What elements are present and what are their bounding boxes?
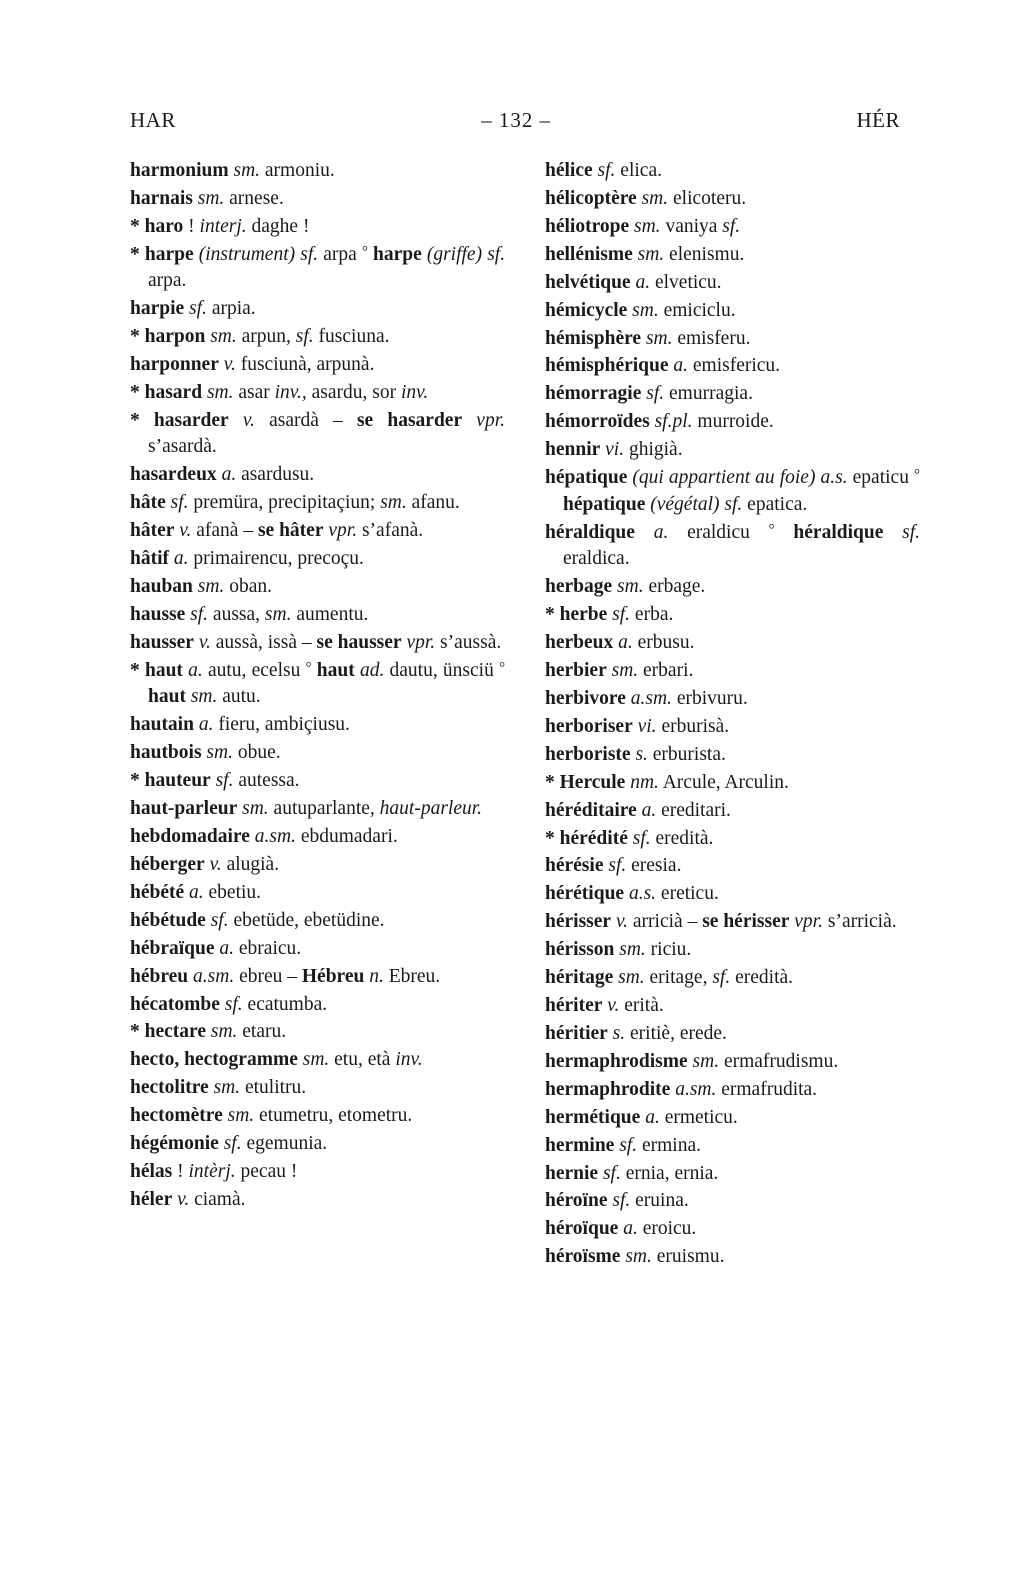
dictionary-entry: helvétique a. elveticu. — [545, 271, 722, 293]
dictionary-entry: * hasard sm. asar inv., asardu, sor inv. — [130, 382, 429, 404]
dictionary-entry: hémorroïdes sf.pl. murroide. — [545, 411, 774, 433]
dictionary-entry: * Hercule nm. Arcule, Arculin. — [545, 771, 789, 793]
dictionary-entry: hélicoptère sm. elicoteru. — [545, 187, 747, 209]
dictionary-entry: hélas ! intèrj. pecau ! — [130, 1161, 298, 1183]
dictionary-entry: hernie sf. ernia, ernia. — [545, 1162, 719, 1184]
running-head — [130, 108, 900, 133]
dictionary-entry: hellénisme sm. elenismu. — [545, 243, 745, 265]
dictionary-entry: hégémonie sf. egemunia. — [130, 1133, 328, 1155]
dictionary-entry: herbivore a.sm. erbivuru. — [545, 687, 748, 709]
dictionary-entry: hauban sm. oban. — [130, 576, 272, 598]
dictionary-entry: héréditaire a. ereditari. — [545, 799, 731, 821]
left-column — [130, 158, 505, 1272]
dictionary-entry: hebdomadaire a.sm. ebdumadari. — [130, 826, 398, 847]
dictionary-entry: hennir vi. ghigià. — [545, 439, 683, 461]
dictionary-entry: haut-parleur sm. autuparlante, haut-parleur. — [130, 798, 483, 820]
dictionary-entry: hélice sf. elica. — [545, 160, 662, 181]
dictionary-entry: hausser v. aussà, issà – se hausser vpr. s’aussà. — [130, 631, 502, 653]
dictionary-entry: héraldique a. eraldicu ° héraldique sf. eraldica. — [545, 521, 921, 570]
dictionary-entry: hâte sf. premüra, precipitaçiun; sm. afanu. — [130, 492, 460, 514]
dictionary-entry: hériter v. erità. — [545, 995, 664, 1017]
dictionary-entry: hémisphérique a. emisfericu. — [545, 355, 781, 377]
dictionary-entry: * hérédité sf. eredità. — [545, 827, 714, 849]
dictionary-entry: hérésie sf. eresia. — [545, 855, 682, 877]
dictionary-entry: héroïque a. eroicu. — [545, 1218, 697, 1240]
dictionary-entry: * haut a. autu, ecelsu ° haut ad. dautu, ünsciü ° haut sm. autu. — [130, 659, 506, 708]
dictionary-entry: hasardeux a. asardusu. — [130, 464, 315, 486]
dictionary-entry: héliotrope sm. vaniya sf. — [545, 215, 741, 237]
dictionary-entry: hâtif a. primairencu, precoçu. — [130, 548, 364, 570]
dictionary-entry: hémisphère sm. emisferu. — [545, 327, 751, 349]
dictionary-entry: hausse sf. aussa, sm. aumentu. — [130, 603, 369, 625]
right-column — [545, 158, 920, 1272]
dictionary-entry: herbeux a. erbusu. — [545, 632, 695, 654]
dictionary-entry: héberger v. alugià. — [130, 853, 280, 875]
dictionary-entry: harmonium sm. armoniu. — [130, 160, 335, 181]
dictionary-entry: héroïne sf. eruina. — [545, 1190, 689, 1212]
dictionary-entry: hémorragie sf. emurragia. — [545, 383, 753, 405]
dictionary-entry: hecto, hectogramme sm. etu, età inv. — [130, 1049, 423, 1071]
dictionary-entry: harnais sm. arnese. — [130, 187, 284, 209]
running-head-left: HAR — [130, 108, 176, 132]
dictionary-entry: * haro ! interj. daghe ! — [130, 215, 310, 237]
dictionary-entry: harpie sf. arpia. — [130, 298, 256, 320]
dictionary-entry: hermaphrodite a.sm. ermafrudita. — [545, 1078, 818, 1100]
dictionary-entry: hécatombe sf. ecatumba. — [130, 993, 328, 1015]
page-number: – 132 – — [481, 108, 552, 132]
dictionary-entry: herbier sm. erbari. — [545, 659, 694, 681]
dictionary-entry: hérisson sm. riciu. — [545, 939, 692, 961]
dictionary-entry: hautain a. fieru, ambiçiusu. — [130, 714, 350, 736]
dictionary-entry: hermaphrodisme sm. ermafrudismu. — [545, 1050, 839, 1072]
dictionary-entry: herboriste s. erburista. — [545, 743, 726, 765]
dictionary-entry: hérisser v. arricià – se hérisser vpr. s’arricià. — [545, 911, 897, 933]
dictionary-entry: harponner v. fusciunà, arpunà. — [130, 354, 375, 376]
dictionary-entry: * harpe (instrument) sf. arpa ° harpe (griffe) sf. arpa. — [130, 243, 506, 292]
dictionary-entry: hérétique a.s. ereticu. — [545, 883, 719, 905]
dictionary-entry: hautbois sm. obue. — [130, 742, 281, 764]
dictionary-entry: herboriser vi. erburisà. — [545, 715, 730, 737]
running-head-right: HÉR — [856, 108, 900, 132]
dictionary-entry: hébété a. ebetiu. — [130, 881, 262, 903]
dictionary-entry: hémicycle sm. emiciclu. — [545, 299, 736, 321]
dictionary-entry: héroïsme sm. eruismu. — [545, 1246, 725, 1268]
dictionary-entry: hermine sf. ermina. — [545, 1134, 701, 1156]
dictionary-entry: * hectare sm. etaru. — [130, 1021, 287, 1043]
dictionary-entry: héler v. ciamà. — [130, 1188, 246, 1210]
dictionary-entry: hébétude sf. ebetüde, ebetüdine. — [130, 909, 385, 931]
dictionary-entry: hépatique (qui appartient au foie) a.s. epaticu ° hépatique (végétal) sf. epatica. — [545, 467, 920, 515]
dictionary-entry: hectolitre sm. etulitru. — [130, 1077, 307, 1099]
dictionary-entry: * harpon sm. arpun, sf. fusciuna. — [130, 326, 390, 348]
dictionary-entry: hébraïque a. ebraicu. — [130, 937, 302, 959]
dictionary-entry: * hauteur sf. autessa. — [130, 770, 300, 792]
dictionary-entry: hermétique a. ermeticu. — [545, 1106, 738, 1128]
dictionary-entry: hectomètre sm. etumetru, etometru. — [130, 1105, 413, 1127]
dictionary-entry: hébreu a.sm. ebreu – Hébreu n. Ebreu. — [130, 965, 441, 987]
dictionary-entry: hâter v. afanà – se hâter vpr. s’afanà. — [130, 520, 424, 542]
dictionary-entry: * hasarder v. asardà – se hasarder vpr. s’asardà. — [130, 409, 506, 458]
dictionary-entry: héritier s. eritiè, erede. — [545, 1022, 727, 1044]
dictionary-entry: * herbe sf. erba. — [545, 604, 674, 626]
columns-container — [130, 158, 920, 1272]
dictionary-entry: héritage sm. eritage, sf. eredità. — [545, 967, 794, 989]
dictionary-entry: herbage sm. erbage. — [545, 576, 706, 598]
